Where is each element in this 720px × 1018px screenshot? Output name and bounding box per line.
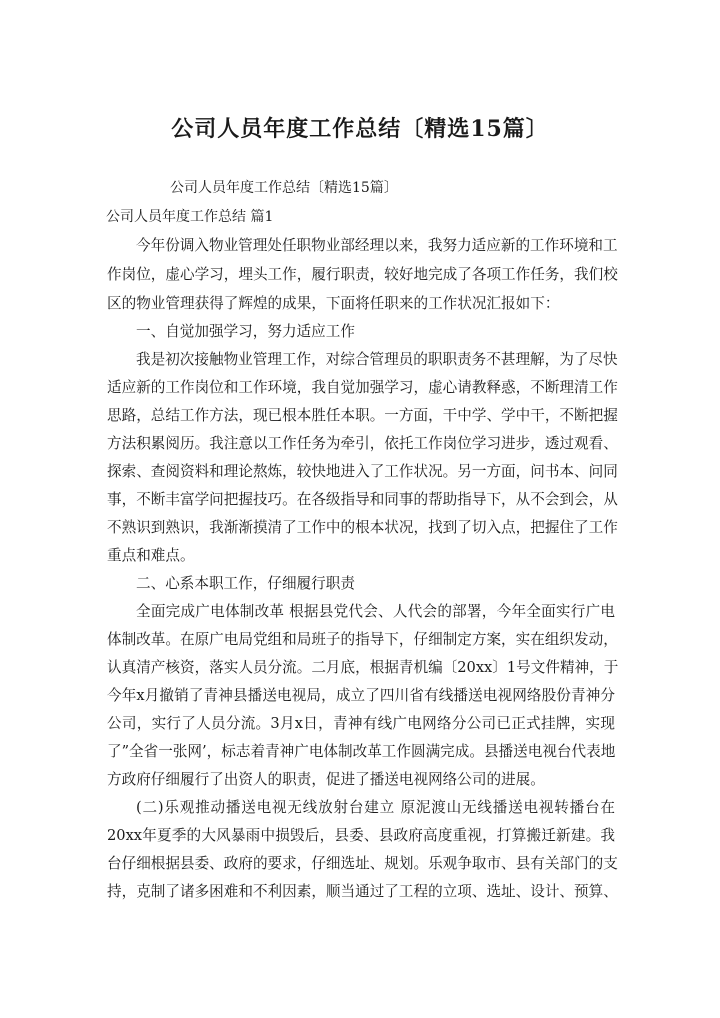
text-line: 事，不断丰富学问把握技巧。在各级指导和同事的帮助指导下，从不会到会，从: [107, 491, 618, 508]
text-line: 探索、查阅资料和理论熬炼，较快地进入了工作状况。另一方面，问书本、问同: [107, 463, 618, 480]
text-line: 适应新的工作岗位和工作环境，我自觉加强学习，虚心请教释惑，不断理清工作: [107, 379, 618, 396]
text-line: 作岗位，虚心学习，埋头工作，履行职责，较好地完成了各项工作任务，我们校: [107, 266, 618, 283]
text-line: 台仔细根据县委、政府的要求，仔细选址、规划。乐观争取市、县有关部门的支: [107, 855, 618, 872]
document-subtitle: 公司人员年度工作总结〔精选15篇〕: [170, 180, 398, 196]
text-line: 方法积累阅历。我注意以工作任务为牵引，依托工作岗位学习进步，透过观看、: [107, 435, 618, 452]
section-heading: 公司人员年度工作总结 篇1: [106, 209, 274, 225]
text-line: 体制改革。在原广电局党组和局班子的指导下，仔细制定方案，实在组织发动，: [107, 631, 618, 648]
text-line: 我是初次接触物业管理工作，对综合管理员的职职责务不甚理解，为了尽快: [136, 351, 618, 368]
text-line: 一、自觉加强学习，努力适应工作: [136, 323, 355, 340]
text-line: 重点和难点。: [107, 547, 195, 564]
text-line: 思路，总结工作方法，现已根本胜任本职。一方面，干中学、学中干，不断把握: [107, 407, 618, 424]
document-title: 公司人员年度工作总结〔精选15篇〕: [171, 116, 549, 142]
text-line: 认真清产核资，落实人员分流。二月底，根据青机编〔20xx〕1号文件精神，于: [107, 659, 619, 676]
text-line: (二)乐观推动播送电视无线放射台建立 原泥渡山无线播送电视转播台在: [136, 799, 615, 816]
text-line: 今年份调入物业管理处任职物业部经理以来，我努力适应新的工作环境和工: [136, 237, 618, 254]
text-line: 持，克制了诸多困难和不利因素，顺当通过了工程的立项、选址、设计、预算、: [107, 883, 618, 900]
text-line: 公司，实行了人员分流。3月x日，青神有线广电网络分公司已正式挂牌，实现: [107, 715, 615, 732]
text-line: 20xx年夏季的大风暴雨中损毁后，县委、县政府高度重视，打算搬迁新建。我: [107, 827, 615, 844]
text-line: 方政府仔细履行了出资人的职责，促进了播送电视网络公司的进展。: [107, 771, 545, 788]
text-line: 不熟识到熟识，我渐渐摸清了工作中的根本状况，找到了切入点，把握住了工作: [107, 519, 618, 536]
text-line: 今年x月撤销了青神县播送电视局，成立了四川省有线播送电视网络股份青神分: [107, 687, 615, 704]
text-line: 了”全省一张网’，标志着青神广电体制改革工作圆满完成。县播送电视台代表地: [107, 743, 616, 760]
text-line: 二、心系本职工作，仔细履行职责: [136, 575, 355, 592]
text-line: 区的物业管理获得了辉煌的成果，下面将任职来的工作状况汇报如下：: [107, 295, 560, 312]
text-line: 全面完成广电体制改革 根据县党代会、人代会的部署，今年全面实行广电: [136, 603, 615, 620]
